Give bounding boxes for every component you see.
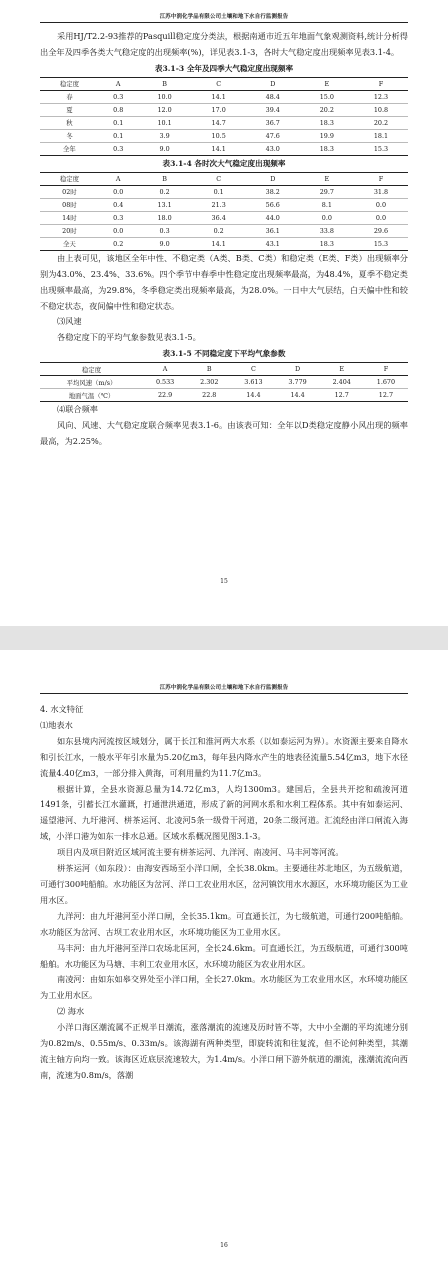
body-paragraph: 九洋河：由九圩港河至小洋口闸，全长35.1km。可直通长江，为七级航道，可通行200吨船舶。水功能区为岔河、古坝工农业用水区，水环境功能区为工业用水区。: [40, 910, 408, 937]
table-cell: 0.533: [143, 376, 187, 389]
table-cell: 22.8: [187, 389, 231, 402]
table-header-cell: A: [99, 172, 138, 185]
page-15: [0, 0, 448, 626]
table-cell: 15.0: [300, 90, 354, 103]
page-header: 江苏中润化学品有限公司土壤和地下水自行监测报告: [40, 650, 408, 694]
table-cell: 21.3: [192, 198, 246, 211]
table-cell: 10.1: [138, 116, 192, 129]
table-cell: 47.6: [246, 129, 300, 142]
subsection-heading: ⑴地表水: [40, 719, 73, 730]
wind-speed-paragraph: 各稳定度下的平均气象参数见表3.1-5。: [57, 332, 201, 343]
table-cell: 10.5: [192, 129, 246, 142]
table-cell: 0.3: [138, 224, 192, 237]
table-cell: 38.2: [246, 185, 300, 198]
table-cell: 0.3: [99, 142, 138, 155]
table-row: [40, 389, 408, 402]
table-header-cell: D: [246, 77, 300, 90]
table-cell: 18.3: [300, 116, 354, 129]
table-header-cell: B: [138, 172, 192, 185]
table-header-cell: B: [187, 363, 231, 376]
table-cell: 20.2: [354, 116, 408, 129]
table-cell: 18.3: [300, 237, 354, 250]
table-row: [40, 103, 408, 116]
table-cell: 0.1: [99, 116, 138, 129]
table-header-cell: C: [231, 363, 275, 376]
table-cell: 14时: [40, 211, 99, 224]
table-cell: 0.4: [99, 198, 138, 211]
table-cell: 29.7: [300, 185, 354, 198]
meteorological-params-table: [40, 362, 408, 402]
analysis-paragraph: 由上表可见，该地区全年中性、不稳定类（A类、B类、C类）和稳定类（E类、F类）出现频率分别为43.0%、23.4%、33.6%。四个季节中春季中性稳定度出现频率最高，为48.4%，夏季不稳定类出现频率最高，为29.8%，冬季稳定类出现频率最高，为28.0%。一日中大气层结，白天偏中性和较不稳定状态，夜间偏中性和稳定状态。: [40, 252, 408, 311]
table-cell: 14.7: [192, 116, 246, 129]
table-cell: 2.404: [320, 376, 364, 389]
table-row: [40, 185, 408, 198]
table-cell: 8.1: [300, 198, 354, 211]
body-paragraph: 项目内及项目附近区域河流主要有栟茶运河、九洋河、南凌河、马丰河等河流。: [57, 847, 344, 858]
table-header-cell: C: [192, 172, 246, 185]
table-cell: 3.613: [231, 376, 275, 389]
table-header-cell: E: [300, 172, 354, 185]
body-paragraph: 马丰河：由九圩港河至洋口农场北匡河，全长24.6km。可直通长江，为五级航道，可通行300吨船舶。水功能区为马塘、丰利工农业用水区，水环境功能区为农业用水区。: [40, 942, 408, 969]
seasonal-stability-table: [40, 77, 408, 156]
table-cell: 20时: [40, 224, 99, 237]
table-caption: 表3.1-3 全年及四季大气稳定度出现频率: [154, 63, 294, 73]
table-row: [40, 211, 408, 224]
section-heading: 4. 水文特征: [40, 704, 84, 714]
table-cell: 33.8: [300, 224, 354, 237]
table-cell: 10.0: [138, 90, 192, 103]
table-cell: 36.1: [246, 224, 300, 237]
table-cell: 0.2: [192, 224, 246, 237]
table-header-cell: E: [320, 363, 364, 376]
table-cell: 0.1: [99, 129, 138, 142]
table-cell: 10.8: [354, 103, 408, 116]
table-cell: 29.6: [354, 224, 408, 237]
table-cell: 12.0: [138, 103, 192, 116]
table-cell: 秋: [40, 116, 99, 129]
table-cell: 17.0: [192, 103, 246, 116]
table-cell: 12.7: [364, 389, 408, 402]
intro-paragraph: 采用HJ/T2.2-93推荐的Pasquill稳定度分类法，根据南通市近五年地面气象观测资料,统计分析得出全年及四季各类大气稳定度的出现频率(%)，详见表3.1-3，各时大气稳定度出现频率见表3.1-4。: [40, 31, 408, 57]
table-cell: 14.4: [276, 389, 320, 402]
table-header-cell: A: [143, 363, 187, 376]
table-cell: 0.0: [300, 211, 354, 224]
table-row: [40, 116, 408, 129]
table-cell: 全年: [40, 142, 99, 155]
subsection-heading: ⑵ 海水: [57, 1006, 85, 1017]
table-cell: 0.2: [138, 185, 192, 198]
table-header-cell: 稳定度: [40, 363, 143, 376]
table-cell: 0.0: [99, 224, 138, 237]
table-cell: 0.8: [99, 103, 138, 116]
table-header-cell: 稳定度: [40, 77, 99, 90]
table-cell: 0.1: [192, 185, 246, 198]
table-cell: 48.4: [246, 90, 300, 103]
table-cell: 2.302: [187, 376, 231, 389]
table-header-cell: F: [354, 77, 408, 90]
table-cell: 14.4: [231, 389, 275, 402]
page-header: 江苏中润化学品有限公司土壤和地下水自行监测报告: [40, 0, 408, 23]
table-cell: 15.3: [354, 237, 408, 250]
table-cell: 36.7: [246, 116, 300, 129]
table-header-cell: E: [300, 77, 354, 90]
table-header-cell: C: [192, 77, 246, 90]
table-cell: 9.0: [138, 142, 192, 155]
table-cell: 0.3: [99, 90, 138, 103]
table-header-cell: D: [276, 363, 320, 376]
table-cell: 地面气温（℃）: [40, 389, 143, 402]
table-caption: 表3.1-5 不同稳定度下平均气象参数: [162, 349, 286, 359]
body-paragraph: 根据计算，全县水资源总量为14.72亿m3，人均1300m3。建国后，全县共开挖和疏浚河道1491条，引蓄长江水灌溉，打通泄洪通道，形成了新的河网水系和水利工程体系。其中有如泰运河、遥望港河、九圩港河、栟茶运河、北凌河5条一级骨干河道，20条二级河道。汇流经由洋口闸流入海域，小洋口港为如东一排水总通。区域水系概况图见图3.1-3。: [40, 783, 408, 842]
body-paragraph: 南凌河：由如东如皋交界处至小洋口闸，全长27.0km。水功能区为工农业用水区，水环境功能区为工业用水区。: [40, 974, 408, 1001]
table-cell: 全天: [40, 237, 99, 250]
page-16: [0, 650, 448, 1264]
table-cell: 夏: [40, 103, 99, 116]
page-number: 15: [220, 578, 228, 585]
table-row: [40, 376, 408, 389]
table-cell: 14.1: [192, 142, 246, 155]
table-cell: 15.3: [354, 142, 408, 155]
table-cell: 18.1: [354, 129, 408, 142]
joint-frequency-heading: ⑷联合频率: [57, 404, 98, 415]
table-cell: 0.0: [99, 185, 138, 198]
table-row: [40, 198, 408, 211]
table-caption: 表3.1-4 各时次大气稳定度出现频率: [162, 158, 286, 168]
table-cell: 0.0: [354, 211, 408, 224]
table-header-cell: B: [138, 77, 192, 90]
table-cell: 0.2: [99, 237, 138, 250]
table-cell: 平均风速（m/s）: [40, 376, 143, 389]
table-row: [40, 129, 408, 142]
table-header-cell: 稳定度: [40, 172, 99, 185]
table-cell: 43.0: [246, 142, 300, 155]
table-cell: 56.6: [246, 198, 300, 211]
table-cell: 1.670: [364, 376, 408, 389]
body-paragraph: 如东县境内河流按区域划分，属于长江和淮河两大水系（以如泰运河为界）。水资源主要来自降水和引长江水，一般水平年引水量为5.20亿m3，每年县内降水产生的地表径流量5.54亿m3，地下水径流量4.40亿m3，一部分排入黄海，可利用量约为11.7亿m3。: [40, 735, 408, 778]
page-number: 16: [220, 1242, 228, 1249]
table-cell: 春: [40, 90, 99, 103]
table-row: [40, 237, 408, 250]
table-cell: 3.9: [138, 129, 192, 142]
table-cell: 12.7: [320, 389, 364, 402]
table-row: [40, 142, 408, 155]
table-cell: 12.3: [354, 90, 408, 103]
table-header-cell: D: [246, 172, 300, 185]
body-paragraph: 小洋口海区潮流属不正规半日潮流，涨落潮流的流速及历时皆不等，大中小全潮的平均流速分别为0.82m/s、0.55m/s、0.33m/s。该海湖有两种类型，即旋转流和往复流，但不论何种类型，其潮流主轴方向均一致。该海区近底层流速较大，为1.4m/s。小洋口闸下游外航道的潮流，涨潮流流向西南，流速为0.8m/s，落潮: [40, 1022, 408, 1080]
table-cell: 20.2: [300, 103, 354, 116]
table-cell: 36.4: [192, 211, 246, 224]
table-cell: 13.1: [138, 198, 192, 211]
table-cell: 18.0: [138, 211, 192, 224]
table-cell: 43.1: [246, 237, 300, 250]
hourly-stability-table: [40, 172, 408, 251]
table-cell: 39.4: [246, 103, 300, 116]
table-cell: 0.0: [354, 198, 408, 211]
body-paragraph: 栟茶运河（如东段）：由海安西场至小洋口闸，全长38.0km。主要通往苏北地区，为五级航道，可通行300吨船舶。水功能区为岔河、洋口工农业用水区，岔河镇饮用水水源区，水环境功能区为工业用水区。: [40, 863, 408, 905]
table-cell: 14.1: [192, 90, 246, 103]
table-cell: 9.0: [138, 237, 192, 250]
table-cell: 31.8: [354, 185, 408, 198]
wind-speed-heading: ⑶风速: [57, 316, 82, 327]
table-cell: 08时: [40, 198, 99, 211]
table-header-cell: A: [99, 77, 138, 90]
table-cell: 19.9: [300, 129, 354, 142]
joint-frequency-paragraph: 风向、风速、大气稳定度联合频率见表3.1-6。由该表可知：全年以D类稳定度静小风出现的频率最高，为2.25%。: [40, 420, 408, 447]
table-header-cell: F: [354, 172, 408, 185]
table-row: [40, 224, 408, 237]
table-cell: 02时: [40, 185, 99, 198]
table-cell: 22.9: [143, 389, 187, 402]
table-cell: 18.3: [300, 142, 354, 155]
table-cell: 0.3: [99, 211, 138, 224]
table-cell: 冬: [40, 129, 99, 142]
table-cell: 44.0: [246, 211, 300, 224]
table-row: [40, 90, 408, 103]
table-cell: 3.779: [276, 376, 320, 389]
table-header-cell: F: [364, 363, 408, 376]
table-cell: 14.1: [192, 237, 246, 250]
